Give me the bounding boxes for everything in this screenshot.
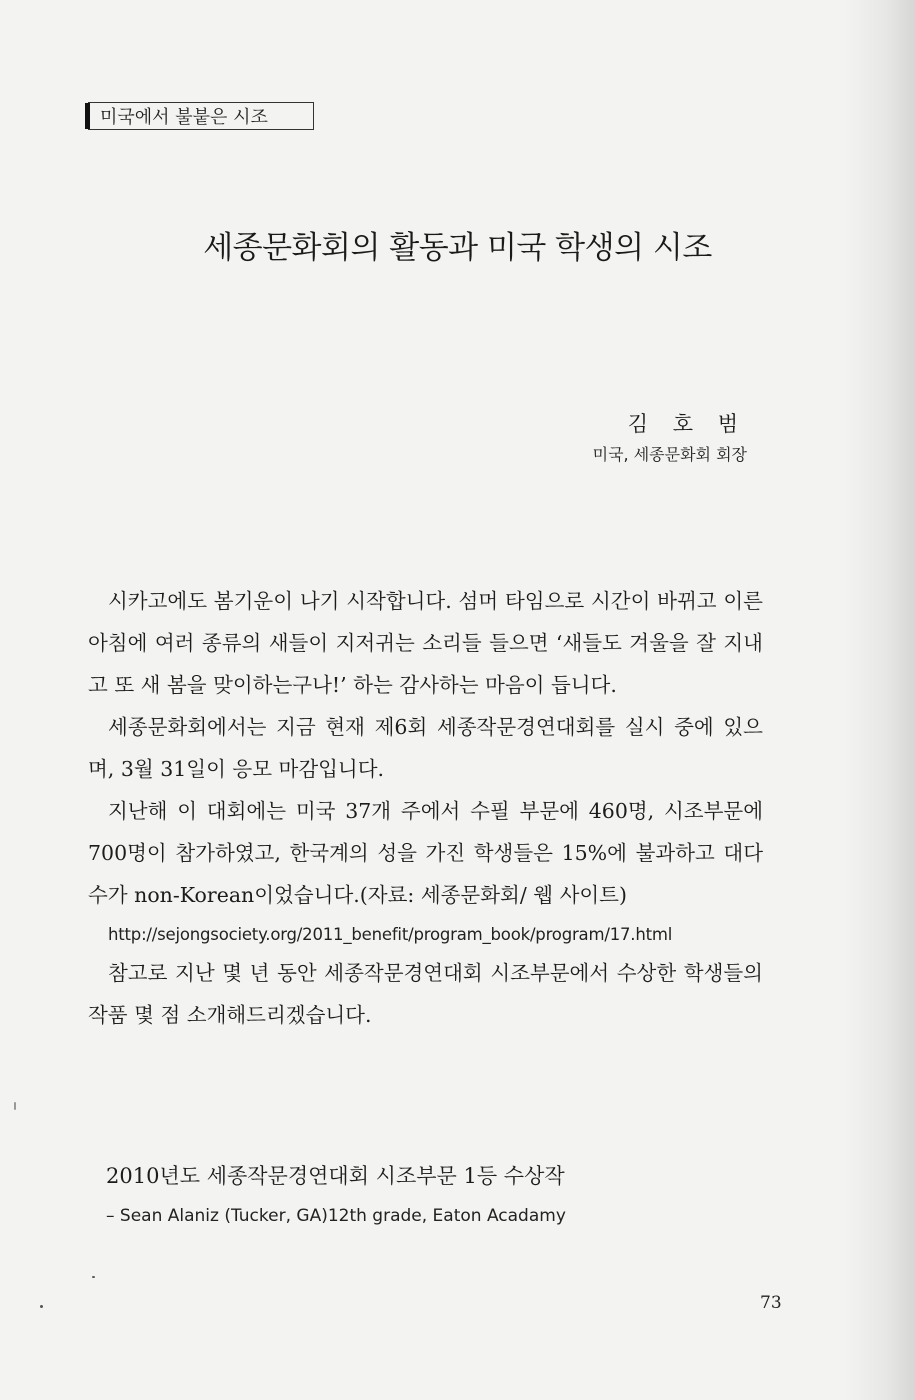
scan-speck [14,1102,16,1110]
award-byline: – Sean Alaniz (Tucker, GA)12th grade, Eaton Acadamy [106,1206,566,1226]
article-body [88,580,763,1036]
body-paragraph: 참고로 지난 몇 년 동안 세종작문경연대회 시조부문에서 수상한 학생들의 작품 몇 점 소개해드리겠습니다. [88,961,763,1027]
body-paragraph: 세종문화회에서는 지금 현재 제6회 세종작문경연대회를 실시 중에 있으며, 3월 31일이 응모 마감입니다. [88,715,763,781]
article-title: 세종문화회의 활동과 미국 학생의 시조 [203,230,712,266]
section-label-text: 미국에서 불붙은 시조 [100,107,268,128]
section-label [88,102,314,130]
section-label-bar [85,103,90,129]
page-edge-shadow [845,0,915,1400]
body-paragraph: 지난해 이 대회에는 미국 37개 주에서 수필 부문에 460명, 시조부문에 700명이 참가하였고, 한국계의 성을 가진 학생들은 15%에 불과하고 대다수가 non-Korean이었습니다.(자료: 세종문화회/ 웹 사이트) [88,799,763,907]
source-url: http://sejongsociety.org/2011_benefit/program_book/program/17.html [108,925,673,944]
author-affiliation: 미국, 세종문화회 회장 [592,445,747,464]
body-paragraph: 시카고에도 봄기운이 나기 시작합니다. 섬머 타임으로 시간이 바뀌고 이른 아침에 여러 종류의 새들이 지저귀는 소리들 들으면 ‘새들도 겨울을 잘 지내고 또 새 봄을 맞이하는구나!’ 하는 감사하는 마음이 듭니다. [88,589,763,697]
scan-speck [40,1305,43,1308]
scan-speck [92,1276,95,1278]
page-number: 73 [760,1293,782,1313]
author-name: 김 호 범 [627,412,747,436]
award-title: 2010년도 세종작문경연대회 시조부문 1등 수상작 [106,1164,565,1188]
